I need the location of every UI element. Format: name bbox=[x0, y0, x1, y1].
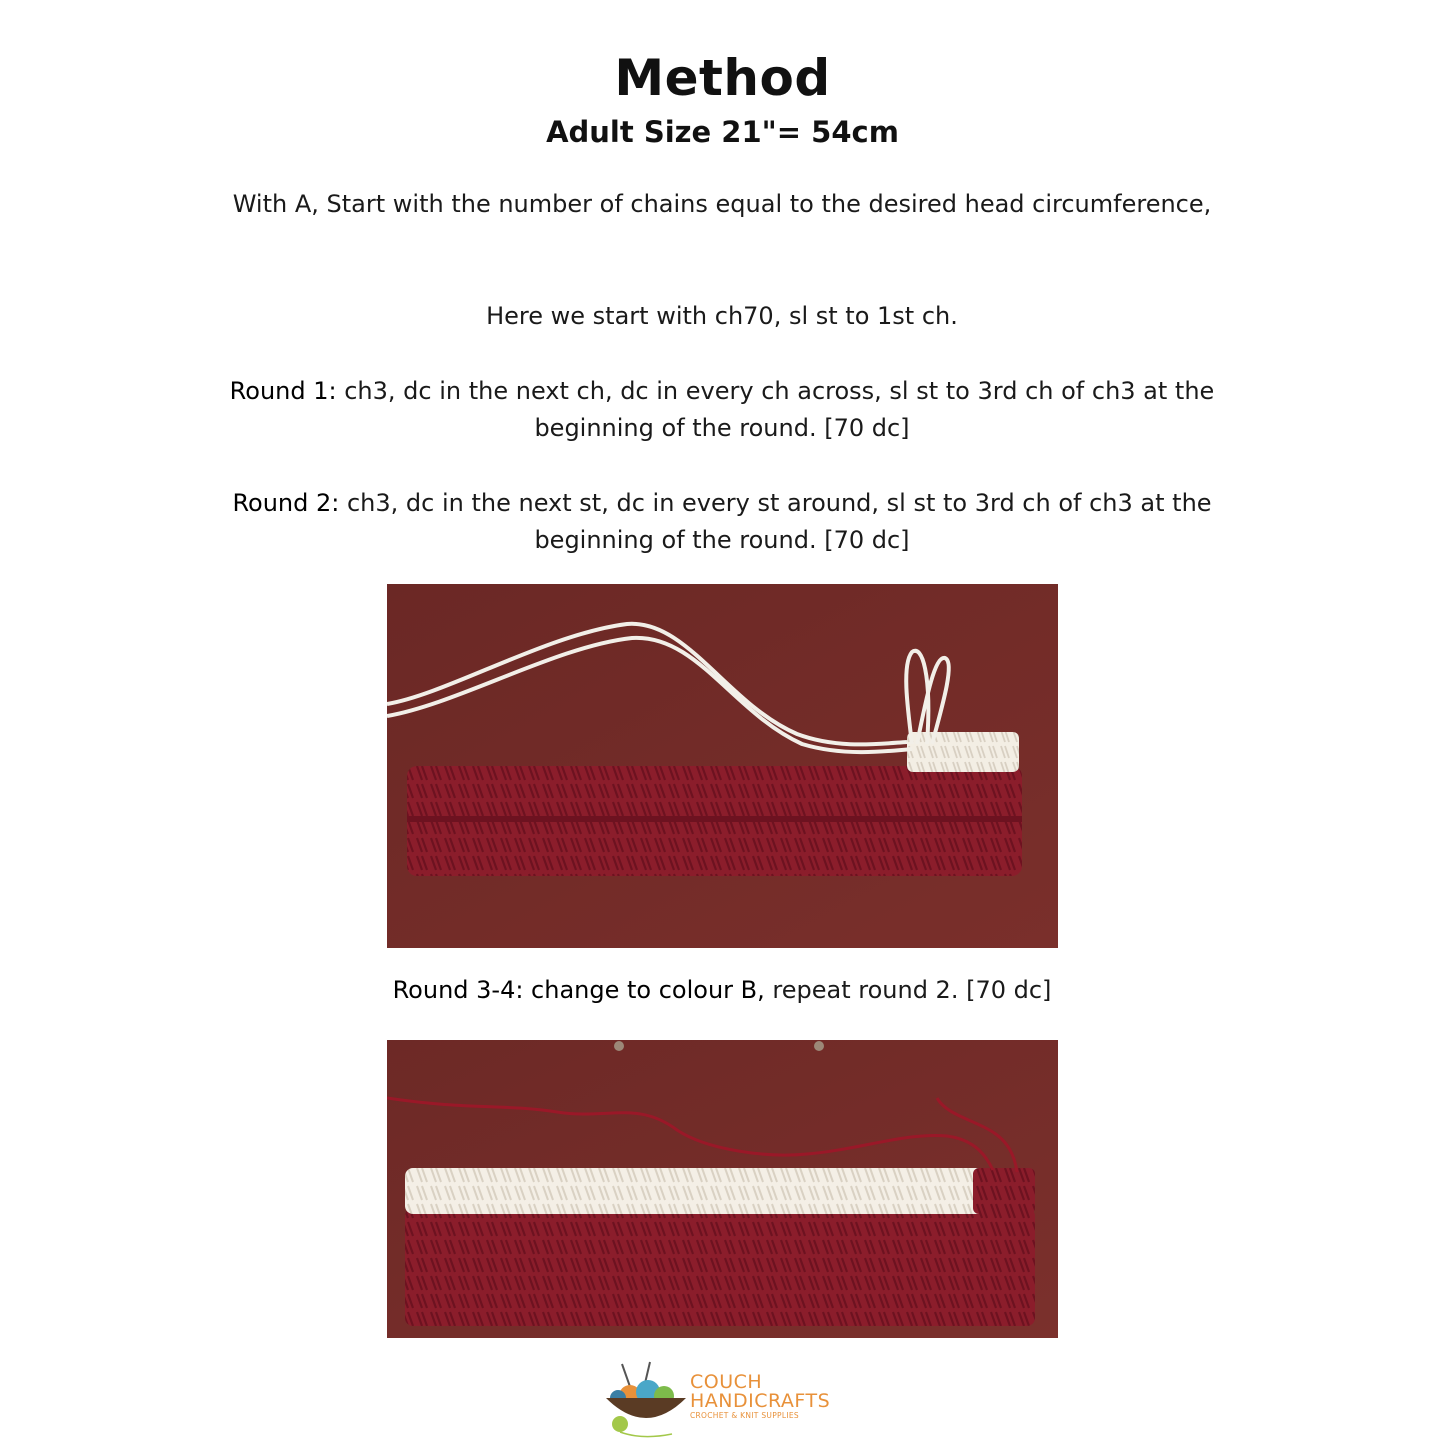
round-2-label: Round 2: bbox=[232, 489, 340, 517]
round-3-4-instruction bbox=[222, 972, 1222, 1009]
start-instruction: With A, Start with the number of chains equal to the desired head circumference, bbox=[232, 190, 1212, 218]
round-2-photo bbox=[387, 584, 1058, 948]
page-subtitle: Adult Size 21"= 54cm bbox=[546, 115, 899, 149]
round-2-text: ch3, dc in the next st, dc in every st around, sl st to 3rd ch of ch3 at the beginning of the round. [70 dc] bbox=[339, 489, 1212, 554]
yarn-bowl-icon bbox=[602, 1360, 690, 1440]
round-1-label: Round 1: bbox=[229, 377, 337, 405]
logo-line-1: COUCH bbox=[690, 1371, 763, 1393]
logo-text bbox=[690, 1373, 830, 1421]
round-1-instruction bbox=[222, 373, 1222, 447]
logo-line-2: HANDICRAFTS bbox=[690, 1390, 831, 1412]
page-title: Method bbox=[614, 49, 831, 107]
round-2-instruction bbox=[222, 485, 1222, 559]
start-example: Here we start with ch70, sl st to 1st ch. bbox=[486, 302, 958, 330]
round-3-4-text: repeat round 2. [70 dc] bbox=[764, 976, 1052, 1004]
round-1-text: ch3, dc in the next ch, dc in every ch across, sl st to 3rd ch of ch3 at the beginning of the round. [70 dc] bbox=[336, 377, 1215, 442]
round-3-4-photo bbox=[387, 1040, 1058, 1338]
brand-logo bbox=[602, 1360, 854, 1440]
round-3-4-label: Round 3-4: change to colour B, bbox=[392, 976, 765, 1004]
logo-line-3: CROCHET & KNIT SUPPLIES bbox=[690, 1411, 799, 1420]
